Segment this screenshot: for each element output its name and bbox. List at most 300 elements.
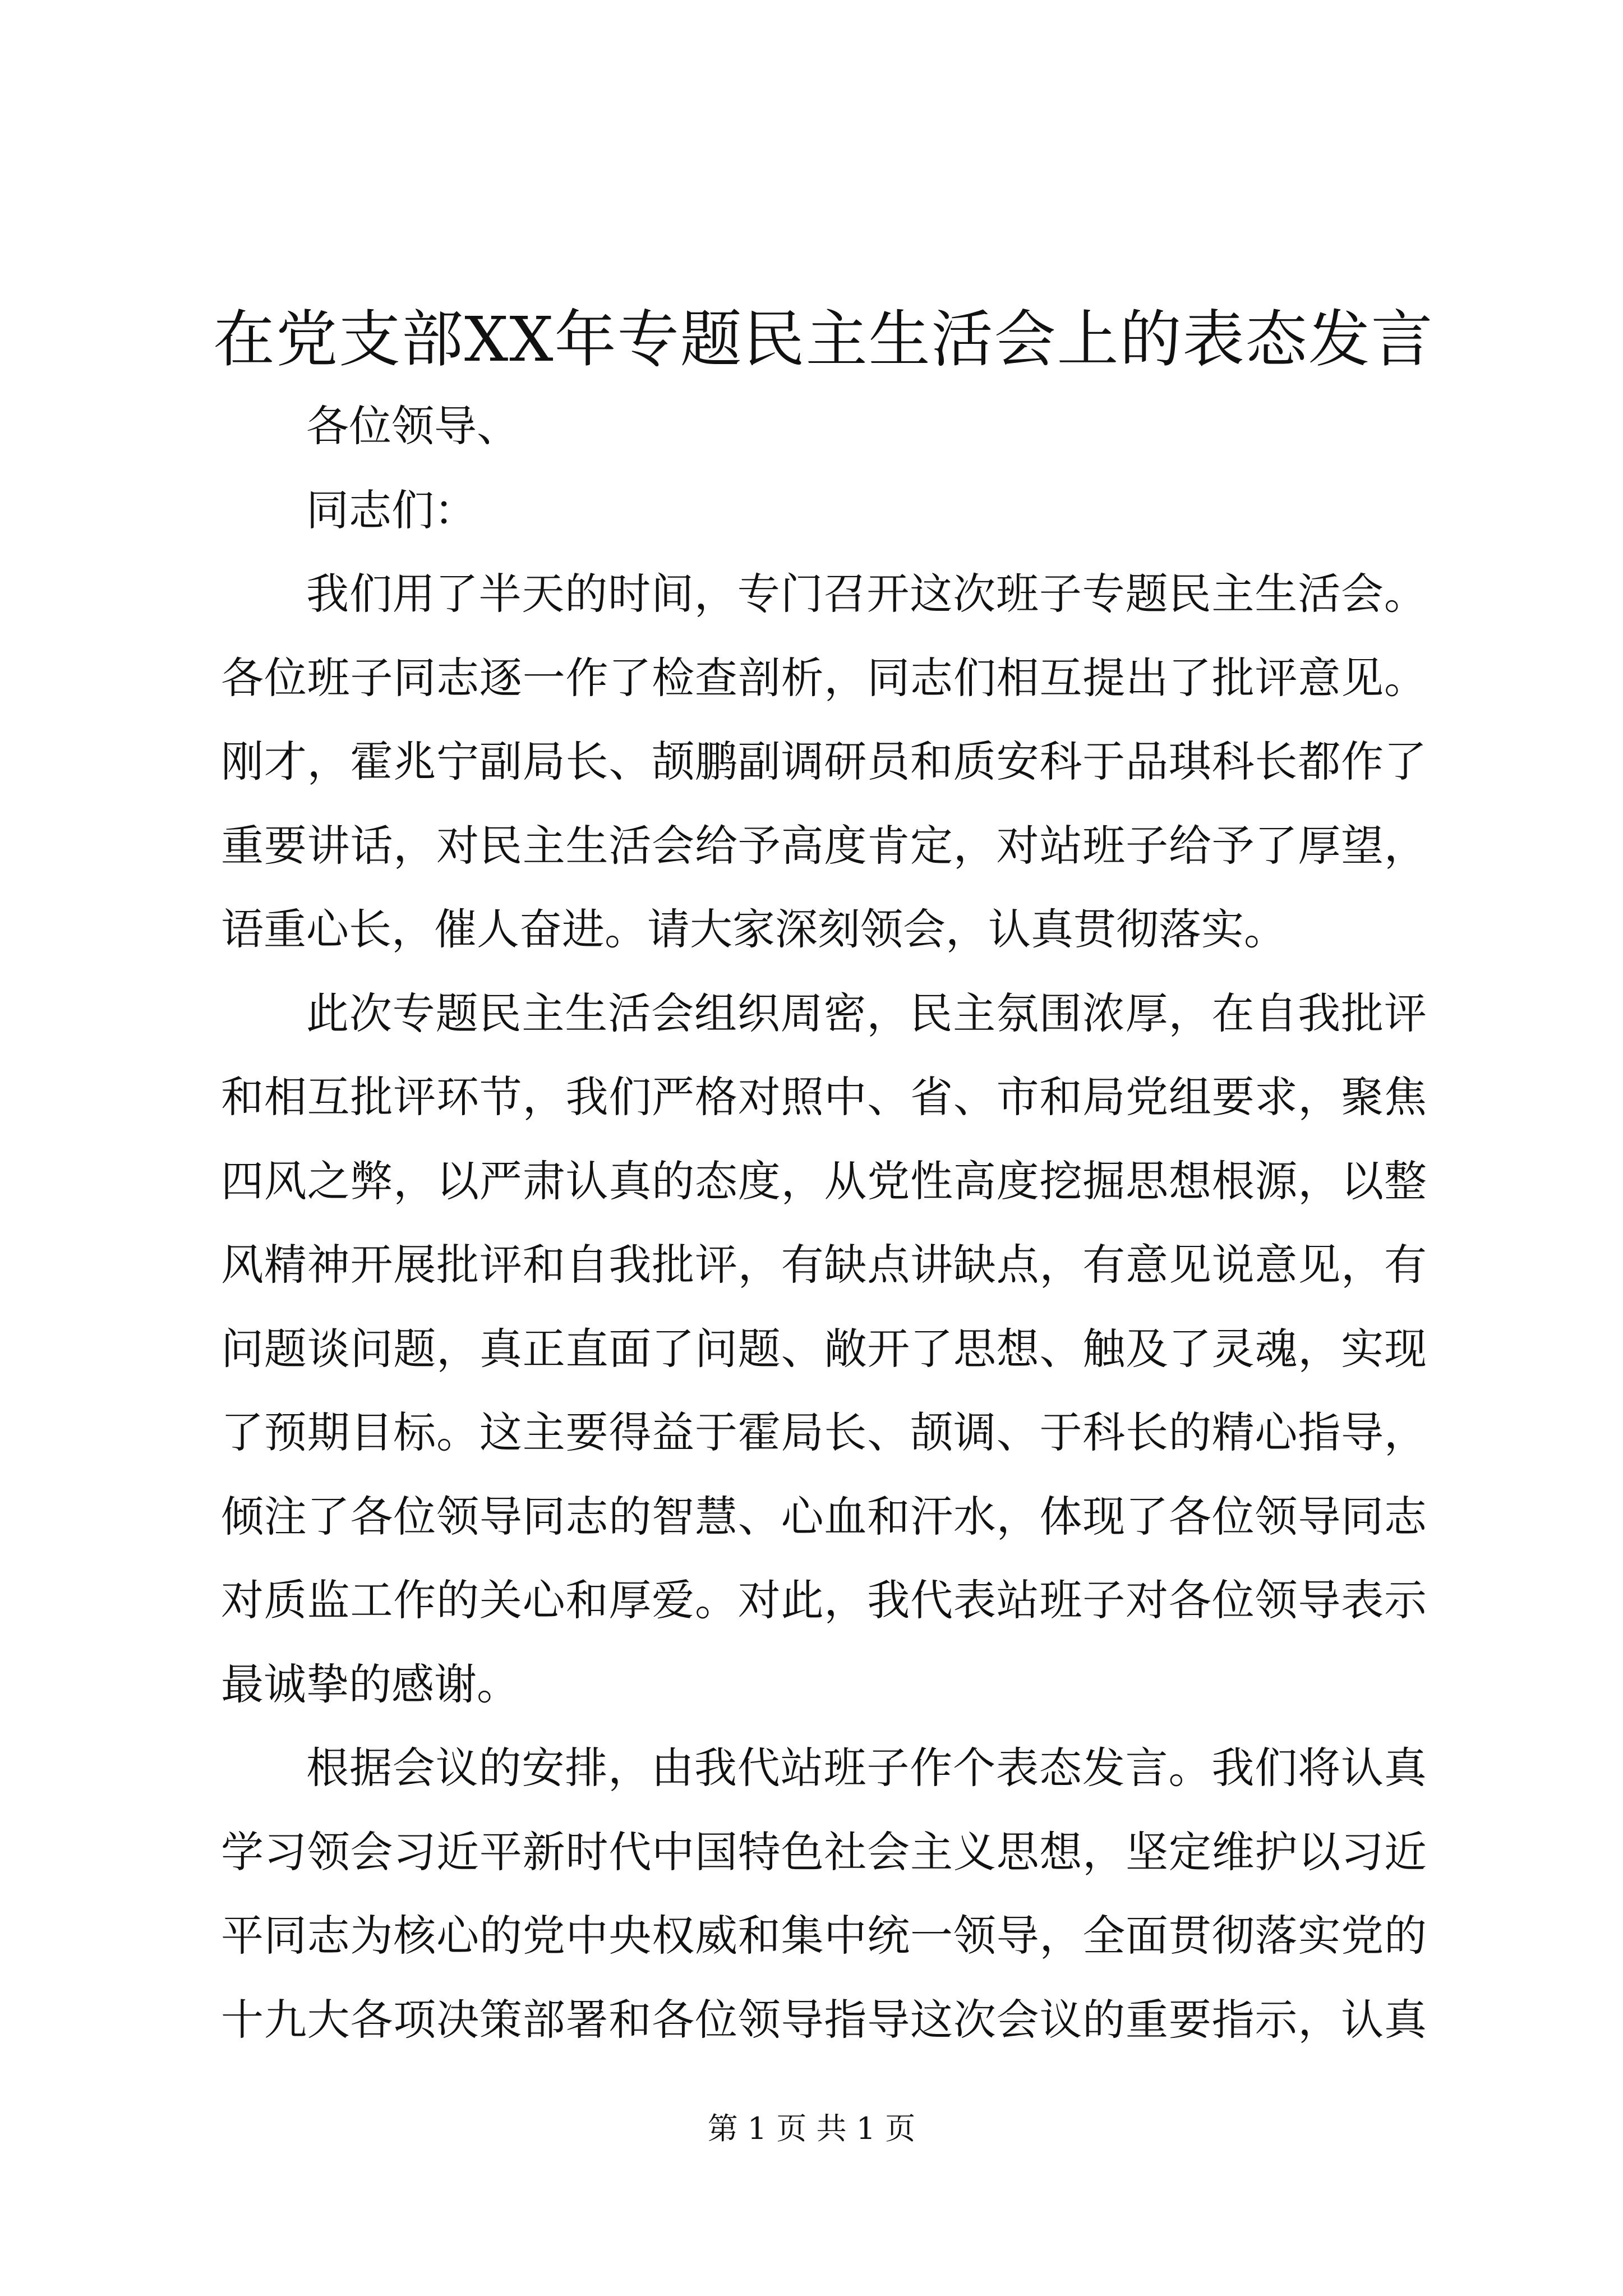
text-char: 民 xyxy=(478,988,522,1038)
text-char: 这 xyxy=(910,569,953,619)
text-char: 得 xyxy=(608,1407,652,1457)
text-char: 、 xyxy=(996,1407,1039,1457)
text-char: 预 xyxy=(264,1407,307,1457)
text-char: 民 xyxy=(910,988,953,1038)
text-char: 科 xyxy=(1082,1407,1126,1457)
text-char: 血 xyxy=(824,1491,867,1542)
text-line: 各位领导、 xyxy=(306,401,519,451)
text-char: 站 xyxy=(996,1575,1039,1625)
text-char: 们 xyxy=(349,569,392,619)
text-char: 九 xyxy=(264,1994,307,2045)
text-char: 源 xyxy=(1255,1156,1298,1206)
document-body xyxy=(221,384,1427,2062)
paragraph-line xyxy=(221,1475,1427,1559)
text-char: 代 xyxy=(910,1575,953,1625)
text-char: 门 xyxy=(780,569,823,619)
text-char: ， xyxy=(1039,1240,1082,1290)
text-char: ， xyxy=(996,1491,1039,1542)
text-char: ， xyxy=(522,1072,565,1122)
text-char: 示 xyxy=(1384,1575,1427,1625)
text-char: 此 xyxy=(306,988,349,1038)
text-char: 出 xyxy=(1126,652,1169,703)
text-char: 以 xyxy=(1341,1156,1384,1206)
text-char: 评 xyxy=(1384,988,1427,1038)
text-char: 子 xyxy=(866,1743,910,1793)
text-char: 我 xyxy=(694,1743,737,1793)
text-char: 导 xyxy=(1298,1575,1341,1625)
text-char: 半 xyxy=(478,569,522,619)
text-char: 焦 xyxy=(1384,1072,1427,1122)
text-char: ， xyxy=(436,1323,479,1374)
text-char: 位 xyxy=(694,1994,737,2045)
text-char: 代 xyxy=(608,1826,652,1877)
text-char: 社 xyxy=(824,1826,867,1877)
text-char: 调 xyxy=(953,1407,996,1457)
text-char: 要 xyxy=(1211,1072,1255,1122)
text-char: 次 xyxy=(349,988,392,1038)
text-char: ， xyxy=(393,820,436,871)
text-char: 意 xyxy=(1126,1240,1169,1290)
text-char: 子 xyxy=(1082,1575,1126,1625)
text-char: 慧 xyxy=(694,1491,737,1542)
text-char: 民 xyxy=(479,820,522,871)
text-char: 导 xyxy=(867,1994,910,2045)
paragraph-line xyxy=(221,1642,1427,1727)
text-char: 指 xyxy=(1211,1994,1255,2045)
text-char: 个 xyxy=(953,1743,996,1793)
text-char: 题 xyxy=(393,1323,436,1374)
text-char: 导 xyxy=(1298,1491,1341,1542)
text-char: 定 xyxy=(1168,1826,1211,1877)
text-char: 、 xyxy=(953,1072,996,1122)
text-char: 问 xyxy=(350,1323,393,1374)
text-char: 一 xyxy=(522,652,565,703)
text-char: 坚 xyxy=(1126,1826,1169,1877)
text-char: 心 xyxy=(436,1911,479,1961)
text-char: 我 xyxy=(1211,1743,1255,1793)
text-char: 望 xyxy=(1341,820,1384,871)
text-char: 严 xyxy=(479,1156,522,1206)
text-char: 发 xyxy=(1082,1743,1125,1793)
text-char: 颉 xyxy=(910,1407,953,1457)
text-char: 面 xyxy=(608,1323,652,1374)
text-char: 要 xyxy=(1168,1994,1211,2045)
text-char: 科 xyxy=(1211,737,1255,786)
text-char: 高 xyxy=(781,820,824,871)
text-char: 站 xyxy=(1039,820,1082,871)
text-char: ， xyxy=(824,1575,867,1625)
text-char: ， xyxy=(1384,1407,1427,1457)
text-char: 中 xyxy=(824,1072,867,1122)
text-char: 领 xyxy=(436,1491,479,1542)
text-char: ， xyxy=(1298,1156,1341,1206)
text-char: 特 xyxy=(737,1826,781,1877)
text-char: 班 xyxy=(1039,1575,1082,1625)
text-char: 安 xyxy=(996,737,1039,786)
text-char: 了 xyxy=(1255,820,1298,871)
text-char: 鹏 xyxy=(694,737,737,786)
text-char: 中 xyxy=(824,1911,867,1961)
text-char: 思 xyxy=(1126,1156,1169,1206)
text-char: 我 xyxy=(306,569,349,619)
text-char: 题 xyxy=(264,1323,307,1374)
text-char: 的 xyxy=(478,1743,522,1793)
text-char: 和 xyxy=(221,1072,264,1122)
text-char: 同 xyxy=(393,652,436,703)
text-char: 主 xyxy=(522,1407,565,1457)
paragraph-line xyxy=(221,1810,1427,1894)
text-char: 正 xyxy=(522,1323,565,1374)
text-char: 神 xyxy=(307,1240,350,1290)
text-char: 和 xyxy=(737,1911,781,1961)
text-char: 各 xyxy=(350,1491,393,1542)
text-char: 、 xyxy=(608,737,652,786)
text-char: 会 xyxy=(652,820,695,871)
text-char: 话 xyxy=(350,820,393,871)
text-char: 威 xyxy=(694,1911,737,1961)
text-char: 中 xyxy=(565,1911,608,1961)
text-char: ， xyxy=(737,1240,781,1290)
text-char: 研 xyxy=(824,737,867,786)
text-char: 会 xyxy=(392,1743,435,1793)
text-char: 对 xyxy=(737,1575,781,1625)
text-char: 主 xyxy=(1211,569,1255,619)
text-char: 意 xyxy=(1298,652,1341,703)
text-char: 从 xyxy=(824,1156,867,1206)
text-char: 评 xyxy=(393,1072,436,1122)
text-char: 了 xyxy=(221,1407,264,1457)
text-char: 要 xyxy=(264,820,307,871)
text-char: 的 xyxy=(1384,1911,1427,1961)
text-char: 副 xyxy=(479,737,522,786)
text-char: 表 xyxy=(1341,1575,1384,1625)
text-char: 会 xyxy=(1341,569,1384,619)
text-char: 讲 xyxy=(910,1240,953,1290)
text-char: 灵 xyxy=(1211,1323,1255,1374)
paragraph-line xyxy=(221,1558,1427,1642)
text-char: 认 xyxy=(565,1156,608,1206)
text-char: 了 xyxy=(608,652,652,703)
text-char: 各 xyxy=(350,1994,393,2045)
text-char: 生 xyxy=(565,820,608,871)
text-char: 风 xyxy=(221,1240,264,1290)
paragraph-line xyxy=(221,1391,1427,1475)
text-char: 由 xyxy=(651,1743,694,1793)
text-char: 学 xyxy=(221,1826,264,1877)
text-char: 作 xyxy=(1341,737,1384,786)
paragraph-line xyxy=(221,1726,1427,1810)
text-char: 格 xyxy=(694,1072,737,1122)
text-char: 目 xyxy=(350,1407,393,1457)
text-char: 了 xyxy=(435,569,478,619)
text-char: 同 xyxy=(1341,1491,1384,1542)
text-char: 长 xyxy=(565,737,608,786)
text-char: 了 xyxy=(1168,652,1211,703)
text-char: 我 xyxy=(867,1575,910,1625)
text-char: 心 xyxy=(781,1491,824,1542)
text-char: 、 xyxy=(867,1072,910,1122)
text-char: 四 xyxy=(221,1156,264,1206)
text-char: 真 xyxy=(1384,1743,1427,1793)
text-char: 颉 xyxy=(652,737,695,786)
text-char: 指 xyxy=(824,1994,867,2045)
text-char: 见 xyxy=(1168,1240,1211,1290)
text-char: 见 xyxy=(1341,652,1384,703)
text-char: 魂 xyxy=(1255,1323,1298,1374)
text-char: 班 xyxy=(823,1743,866,1793)
text-char: 态 xyxy=(694,1156,737,1206)
text-char: 长 xyxy=(1126,1407,1169,1457)
text-char: 市 xyxy=(996,1072,1039,1122)
text-char: 整 xyxy=(1384,1156,1427,1206)
text-char: 标 xyxy=(393,1407,436,1457)
text-char: 天 xyxy=(522,569,565,619)
text-char: ， xyxy=(307,737,350,786)
text-char: 在 xyxy=(1211,988,1255,1038)
text-char: 剖 xyxy=(737,652,781,703)
text-char: 批 xyxy=(1211,652,1255,703)
text-char: 习 xyxy=(393,1826,436,1877)
text-char: 批 xyxy=(436,1240,479,1290)
text-char: 各 xyxy=(221,652,264,703)
text-char: 对 xyxy=(996,820,1039,871)
text-char: 围 xyxy=(1039,988,1082,1038)
text-char: 于 xyxy=(1082,737,1126,786)
text-char: 厚 xyxy=(1298,820,1341,871)
text-char: 同 xyxy=(522,1491,565,1542)
text-char: ， xyxy=(393,1156,436,1206)
text-char: 析 xyxy=(781,652,824,703)
text-char: 调 xyxy=(781,737,824,786)
text-char: 态 xyxy=(1039,1743,1082,1793)
text-char: 全 xyxy=(1082,1911,1126,1961)
text-char: 局 xyxy=(781,1407,824,1457)
text-char: 厚 xyxy=(608,1575,652,1625)
text-char: 品 xyxy=(1126,737,1169,786)
text-char: 近 xyxy=(1384,1826,1427,1877)
paragraph-line xyxy=(221,1139,1427,1223)
text-char: 专 xyxy=(737,569,780,619)
text-char: 的 xyxy=(565,569,608,619)
text-char: 们 xyxy=(953,652,996,703)
text-char: 主 xyxy=(910,1826,953,1877)
text-char: 评 xyxy=(694,1240,737,1290)
text-char: 议 xyxy=(435,1743,478,1793)
text-char: 局 xyxy=(1082,1072,1126,1122)
text-char: 展 xyxy=(393,1240,436,1290)
paragraph-line xyxy=(221,1894,1427,1978)
text-char: 导 xyxy=(781,1994,824,2045)
text-char: 刚 xyxy=(221,737,264,786)
text-char: 。 xyxy=(694,1575,737,1625)
text-char: 署 xyxy=(565,1994,608,2045)
text-char: 领 xyxy=(307,1826,350,1877)
text-char: 的 xyxy=(652,1156,695,1206)
text-char: 会 xyxy=(996,1994,1039,2045)
text-char: 见 xyxy=(1298,1240,1341,1290)
text-char: 对 xyxy=(221,1575,264,1625)
text-char: 度 xyxy=(737,1156,781,1206)
text-char: 位 xyxy=(1211,1491,1255,1542)
text-char: 爱 xyxy=(652,1575,695,1625)
paragraph-line xyxy=(221,1223,1427,1307)
text-char: 会 xyxy=(651,988,694,1038)
text-char: 、 xyxy=(1039,1323,1082,1374)
text-char: 站 xyxy=(780,1743,823,1793)
text-char: 了 xyxy=(1168,1323,1211,1374)
text-char: 期 xyxy=(307,1407,350,1457)
text-char: ， xyxy=(824,652,867,703)
text-char: 主 xyxy=(522,820,565,871)
text-char: 表 xyxy=(996,1743,1039,1793)
text-char: 霍 xyxy=(350,737,393,786)
text-char: 言 xyxy=(1125,1743,1168,1793)
text-char: 据 xyxy=(349,1743,392,1793)
text-char: 织 xyxy=(737,988,780,1038)
text-char: 掘 xyxy=(1082,1156,1126,1206)
text-char: 有 xyxy=(1384,1240,1427,1290)
text-char: 为 xyxy=(350,1911,393,1961)
text-char: 根 xyxy=(1211,1156,1255,1206)
text-char: 说 xyxy=(1211,1240,1255,1290)
text-char: 权 xyxy=(652,1911,695,1961)
text-char: 体 xyxy=(1039,1491,1082,1542)
text-char: ， xyxy=(1384,820,1427,871)
text-char: 批 xyxy=(350,1072,393,1122)
text-char: 互 xyxy=(1039,652,1082,703)
text-line: 语重心长，催人奋进。请大家深刻领会，认真贯彻落实。 xyxy=(221,904,1287,954)
text-char: 谈 xyxy=(307,1323,350,1374)
text-char: 题 xyxy=(1125,569,1168,619)
text-char: 和 xyxy=(1039,1072,1082,1122)
text-char: 位 xyxy=(1211,1575,1255,1625)
text-char: 霍 xyxy=(737,1407,781,1457)
text-char: 贯 xyxy=(1168,1911,1211,1961)
text-char: 次 xyxy=(953,569,996,619)
text-char: ， xyxy=(1298,1323,1341,1374)
text-char: 将 xyxy=(1298,1743,1341,1793)
text-char: 肃 xyxy=(522,1156,565,1206)
text-char: 活 xyxy=(608,988,651,1038)
document-title: 在党支部XX年专题民主生活会上的表态发言 xyxy=(213,303,1434,375)
text-char: 专 xyxy=(392,988,435,1038)
text-char: 平 xyxy=(479,1826,522,1877)
text-char: 弊 xyxy=(350,1156,393,1206)
text-char: 民 xyxy=(1168,569,1211,619)
text-char: 严 xyxy=(652,1072,695,1122)
text-char: 核 xyxy=(393,1911,436,1961)
text-char: 志 xyxy=(1384,1491,1427,1542)
text-char: 汗 xyxy=(910,1491,953,1542)
text-char: 平 xyxy=(221,1911,264,1961)
text-char: 问 xyxy=(694,1323,737,1374)
text-char: 挖 xyxy=(1039,1156,1082,1206)
text-char: 活 xyxy=(608,820,652,871)
text-char: 了 xyxy=(307,1491,350,1542)
text-char: 定 xyxy=(910,820,953,871)
text-char: 。 xyxy=(1168,1743,1211,1793)
text-char: 要 xyxy=(565,1407,608,1457)
text-char: 一 xyxy=(910,1911,953,1961)
text-char: 领 xyxy=(737,1994,781,2045)
text-char: 习 xyxy=(1341,1826,1384,1877)
salutation-line xyxy=(221,468,1427,553)
text-char: 问 xyxy=(221,1323,264,1374)
text-char: 代 xyxy=(737,1743,780,1793)
text-char: ， xyxy=(1341,1240,1384,1290)
text-char: 策 xyxy=(479,1994,522,2045)
text-char: 领 xyxy=(1255,1491,1298,1542)
text-char: 以 xyxy=(436,1156,479,1206)
text-char: 志 xyxy=(436,652,479,703)
text-char: 缺 xyxy=(953,1240,996,1290)
text-char: 和 xyxy=(608,1994,652,2045)
text-char: 聚 xyxy=(1341,1072,1384,1122)
text-char: 会 xyxy=(350,1826,393,1877)
text-char: 实 xyxy=(1341,1323,1384,1374)
text-char: 同 xyxy=(867,652,910,703)
text-char: 召 xyxy=(823,569,866,619)
text-char: 我 xyxy=(1298,988,1341,1038)
text-char: 想 xyxy=(1168,1156,1211,1206)
text-char: 环 xyxy=(436,1072,479,1122)
text-char: 。 xyxy=(436,1407,479,1457)
text-char: 之 xyxy=(307,1156,350,1206)
text-char: 色 xyxy=(781,1826,824,1877)
text-char: 开 xyxy=(350,1240,393,1290)
text-char: 和 xyxy=(910,737,953,786)
text-char: 以 xyxy=(1298,1826,1341,1877)
text-char: 这 xyxy=(479,1407,522,1457)
text-char: 领 xyxy=(1255,1575,1298,1625)
text-char: 对 xyxy=(737,1072,781,1122)
text-char: 氛 xyxy=(996,988,1039,1038)
text-char: 监 xyxy=(307,1575,350,1625)
paragraph-line xyxy=(221,804,1427,888)
text-char: 于 xyxy=(694,1407,737,1457)
text-char: 自 xyxy=(565,1240,608,1290)
text-char: 倾 xyxy=(221,1491,264,1542)
text-char: 想 xyxy=(1039,1826,1082,1877)
text-char: 新 xyxy=(522,1826,565,1877)
text-char: 同 xyxy=(264,1911,307,1961)
text-char: 重 xyxy=(221,820,264,871)
text-char: 思 xyxy=(953,1323,996,1374)
text-char: 党 xyxy=(1126,1072,1169,1122)
text-char: 评 xyxy=(479,1240,522,1290)
text-char: 生 xyxy=(565,988,608,1038)
text-char: 科 xyxy=(1039,737,1082,786)
text-char: 工 xyxy=(350,1575,393,1625)
text-char: 的 xyxy=(608,1491,652,1542)
text-char: 提 xyxy=(1082,652,1126,703)
text-char: 相 xyxy=(996,652,1039,703)
text-char: 中 xyxy=(652,1826,695,1877)
text-char: 局 xyxy=(522,737,565,786)
text-char: 度 xyxy=(824,820,867,871)
text-line: 最诚挚的感谢。 xyxy=(221,1659,519,1709)
text-char: 维 xyxy=(1211,1826,1255,1877)
text-char: 现 xyxy=(1082,1491,1126,1542)
text-char: 浓 xyxy=(1082,988,1125,1038)
text-char: 精 xyxy=(1211,1407,1255,1457)
text-char: 予 xyxy=(737,820,781,871)
text-char: 。 xyxy=(1384,569,1427,619)
text-char: 互 xyxy=(307,1072,350,1122)
text-char: 的 xyxy=(479,1911,522,1961)
text-char: 此 xyxy=(781,1575,824,1625)
text-char: 对 xyxy=(1126,1575,1169,1625)
